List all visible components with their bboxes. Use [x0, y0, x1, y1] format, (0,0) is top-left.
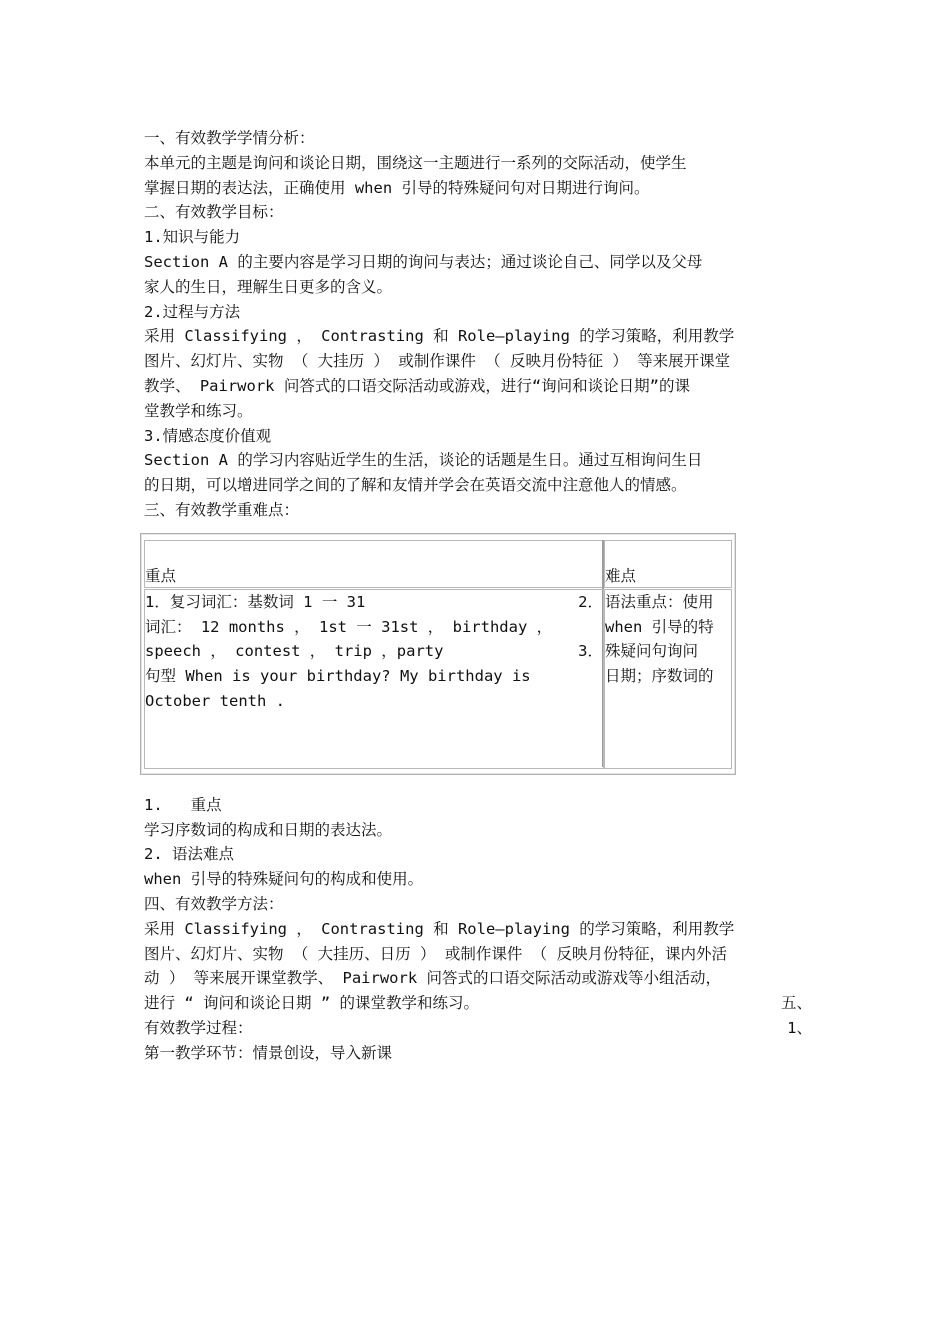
paragraph: 图片、幻灯片、实物 （ 大挂历、日历 ） 或制作课件 （ 反映月份特征，课内外活 — [144, 944, 727, 963]
key-points-line — [145, 689, 603, 714]
paragraph: 采用 Classifying ， Contrasting 和 Role—playing 的学习策略，利用教学 — [144, 327, 735, 346]
paragraph-line — [144, 1016, 812, 1041]
document-page — [144, 126, 812, 1066]
paragraph: 家人的生日，理解生日更多的含义。 — [144, 277, 393, 296]
key-points-number: 3． — [578, 642, 603, 661]
paragraph: when 引导的特殊疑问句的构成和使用。 — [144, 870, 424, 889]
difficulties-line: 语法重点：使用 — [605, 592, 714, 611]
paragraph-left: 进行 “ 询问和谈论日期 ” 的课堂教学和练习。 — [144, 994, 479, 1013]
section2-heading: 二、有效教学目标： — [144, 203, 284, 222]
table-header-cell — [604, 540, 732, 588]
difficulties-line: 殊疑问句询问 — [605, 642, 699, 661]
paragraph: 动 ） 等来展开课堂教学、 Pairwork 问答式的口语交际活动或游戏等小组活动， — [144, 969, 721, 988]
key-points-text: speech ， contest ， trip ，party — [145, 642, 444, 661]
key-points-line — [145, 639, 603, 664]
paragraph: 掌握日期的表达法，正确使用 when 引导的特殊疑问句对日期进行询问。 — [144, 178, 650, 197]
difficulties-line: 日期；序数词的 — [605, 667, 714, 686]
paragraph: Section A 的学习内容贴近学生的生活，谈论的话题是生日。通过互相询问生日 — [144, 451, 703, 470]
list-item-heading: 2. 语法难点 — [144, 845, 234, 864]
subheading: 2.过程与方法 — [144, 302, 241, 321]
difficulties-header: 难点 — [605, 566, 637, 585]
section3-heading: 三、有效教学重难点： — [144, 500, 300, 519]
key-points-table — [140, 533, 736, 775]
paragraph: 堂教学和练习。 — [144, 401, 253, 420]
key-points-text: 1．复习词汇：基数词 1 一 31 — [145, 592, 366, 611]
section1-heading: 一、有效教学学情分析： — [144, 129, 315, 147]
paragraph: 学习序数词的构成和日期的表达法。 — [144, 820, 393, 839]
step-number: 1、 — [787, 1018, 812, 1037]
key-points-line — [145, 664, 603, 689]
paragraph: 采用 Classifying ， Contrasting 和 Role—playing 的学习策略，利用教学 — [144, 919, 735, 938]
paragraph: 第一教学环节：情景创设，导入新课 — [144, 1043, 393, 1062]
section4-heading: 四、有效教学方法： — [144, 894, 284, 913]
difficulties-line: when 引导的特 — [605, 617, 714, 636]
key-points-cell — [144, 589, 604, 769]
list-item-heading: 1. 重点 — [144, 795, 222, 814]
section5-heading: 有效教学过程： — [144, 1018, 253, 1037]
paragraph-line — [144, 991, 812, 1016]
key-points-line — [145, 590, 603, 615]
key-points-number: 2． — [578, 592, 603, 611]
paragraph: 图片、幻灯片、实物 （ 大挂历 ） 或制作课件 （ 反映月份特征 ） 等来展开课堂 — [144, 352, 731, 371]
difficulties-cell — [604, 589, 732, 769]
subheading: 3.情感态度价值观 — [144, 426, 272, 445]
key-points-text: 词汇： 12 months ， 1st 一 31st ， birthday ， — [145, 617, 553, 636]
key-points-header: 重点 — [145, 566, 177, 585]
paragraph: 教学、 Pairwork 问答式的口语交际活动或游戏，进行“询问和谈论日期”的课 — [144, 376, 690, 395]
key-points-text: October tenth . — [145, 691, 285, 710]
paragraph: Section A 的主要内容是学习日期的询问与表达；通过谈论自己、同学以及父母 — [144, 252, 703, 271]
key-points-text: 句型 When is your birthday? My birthday is — [145, 667, 531, 686]
section5-number: 五、 — [780, 994, 812, 1013]
subheading: 1.知识与能力 — [144, 228, 241, 247]
key-points-line — [145, 615, 603, 640]
paragraph: 的日期，可以增进同学之间的了解和友情并学会在英语交流中注意他人的情感。 — [144, 476, 687, 495]
table-header-cell — [144, 540, 604, 588]
paragraph: 本单元的主题是询问和谈论日期，围绕这一主题进行一系列的交际活动，使学生 — [144, 153, 687, 172]
